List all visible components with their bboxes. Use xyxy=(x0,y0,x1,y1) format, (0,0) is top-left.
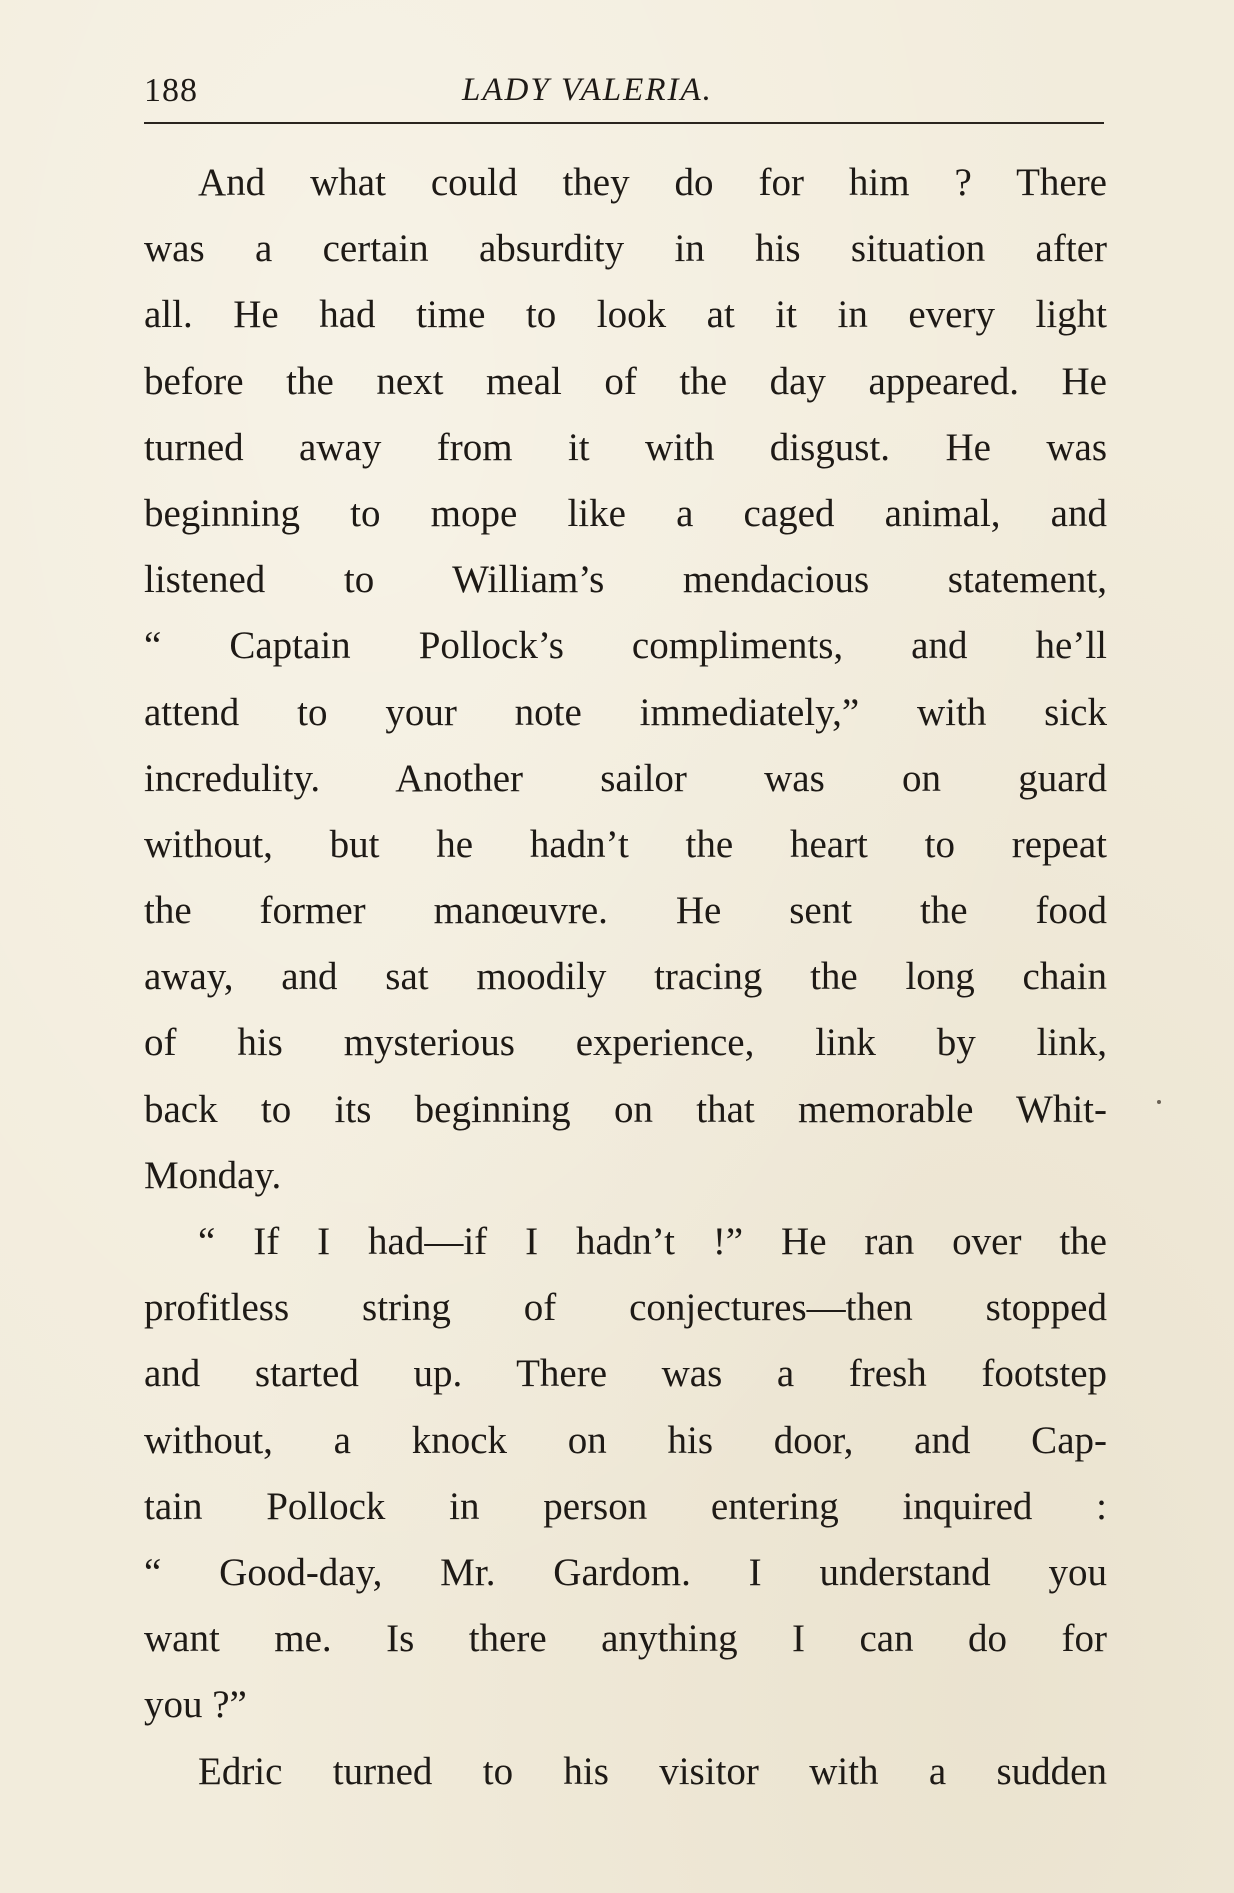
text-line: profitless string of conjectures—then stopped xyxy=(144,1286,1107,1330)
header-rule xyxy=(144,122,1104,124)
text-line: “ Good-day, Mr. Gardom. I understand you xyxy=(144,1550,1107,1594)
text-line: the former manœuvre. He sent the food xyxy=(144,889,1107,933)
text-line: all. He had time to look at it in every light xyxy=(144,293,1107,337)
text-line: away, and sat moodily tracing the long chain xyxy=(144,955,1107,999)
text-line: “ If I had—if I hadn’t !” He ran over the xyxy=(198,1220,1107,1263)
text-line: tain Pollock in person entering inquired : xyxy=(144,1484,1107,1528)
text-line: without, a knock on his door, and Cap- xyxy=(144,1418,1107,1462)
text-line: turned away from it with disgust. He was xyxy=(144,425,1107,469)
text-line: was a certain absurdity in his situation after xyxy=(144,227,1107,271)
ink-speck xyxy=(1157,1100,1161,1104)
text-line: and started up. There was a fresh footstep xyxy=(144,1352,1107,1396)
text-line: beginning to mope like a caged animal, and xyxy=(144,491,1107,535)
text-line: want me. Is there anything I can do for xyxy=(144,1617,1107,1661)
body-text xyxy=(144,150,1107,1805)
text-line: And what could they do for him ? There xyxy=(198,161,1107,204)
running-title: LADY VALERIA. xyxy=(462,72,713,108)
text-line: “ Captain Pollock’s compliments, and he’ll xyxy=(144,624,1107,668)
page-number: 188 xyxy=(144,72,198,109)
text-line: back to its beginning on that memorable Whit- xyxy=(144,1087,1107,1131)
text-line: you ?” xyxy=(144,1683,247,1727)
page-header xyxy=(140,72,1105,122)
text-line: before the next meal of the day appeared. He xyxy=(144,359,1107,403)
text-line: attend to your note immediately,” with sick xyxy=(144,690,1107,734)
text-line: of his mysterious experience, link by link, xyxy=(144,1021,1107,1065)
text-line: without, but he hadn’t the heart to repeat xyxy=(144,822,1107,866)
text-line: listened to William’s mendacious statement, xyxy=(144,558,1107,602)
text-line: incredulity. Another sailor was on guard xyxy=(144,756,1107,800)
text-line: Monday. xyxy=(144,1153,282,1197)
text-line: Edric turned to his visitor with a sudden xyxy=(198,1749,1107,1793)
